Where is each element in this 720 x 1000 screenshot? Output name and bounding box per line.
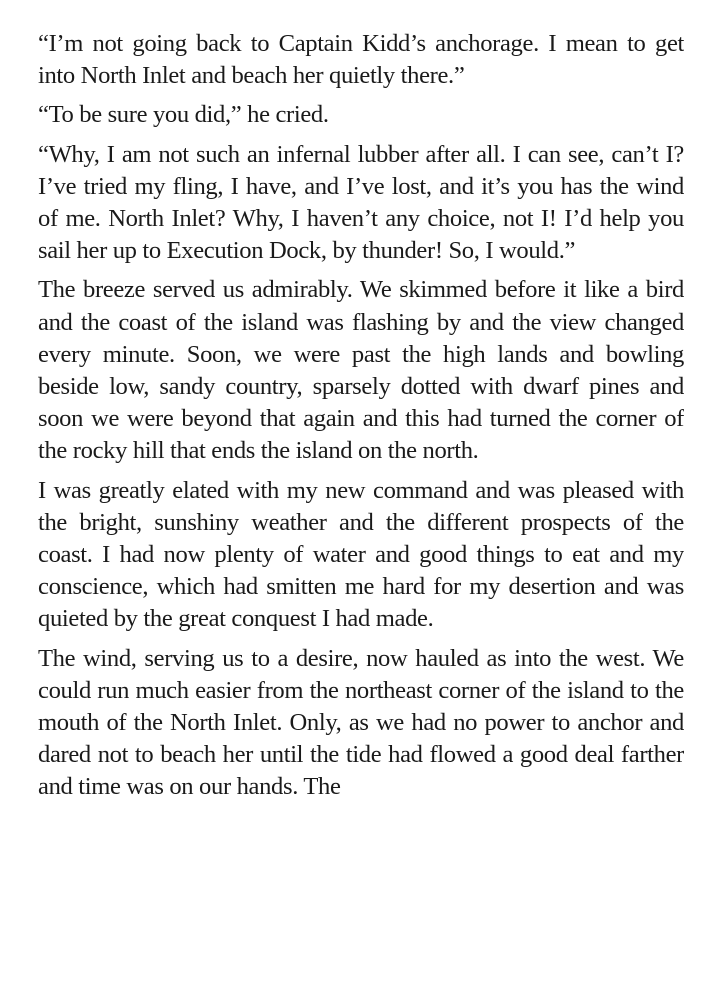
paragraph-kidd-anchorage: “I’m not going back to Captain Kidd’s anchorage. I mean to get into North Inlet and beach her quietly there.”	[38, 30, 684, 90]
book-page-text	[38, 28, 684, 988]
paragraph-to-be-sure: “To be sure you did,” he cried.	[38, 101, 329, 129]
paragraph-greatly-elated: I was greatly elated with my new command and was pleased with the bright, sunshiny weather and the different prospects of the coast. I had now plenty of water and good things to eat and my conscience, which had smitten me hard for my desertion and was quieted by the great conquest I had made.	[38, 476, 684, 633]
paragraph-infernal-lubber: “Why, I am not such an infernal lubber after all. I can see, can’t I? I’ve tried my fling, I have, and I’ve lost, and it’s you has the wind of me. North Inlet? Why, I haven’t any choice, not I! I’d help you sail her up to Execution Dock, by thunder! So, I would.”	[38, 140, 684, 265]
paragraph-breeze-served: The breeze served us admirably. We skimmed before it like a bird and the coast of the island was flashing by and the view changed every minute. Soon, we were past the high lands and bowling beside low, sandy country, sparsely dotted with dwarf pines and soon we were beyond that again and this had turned the corner of the rocky hill that ends the island on the north.	[38, 276, 684, 465]
paragraph-wind-serving: The wind, serving us to a desire, now hauled as into the west. We could run much easier from the northeast corner of the island to the mouth of the North Inlet. Only, as we had no power to anchor and dared not to beach her until the tide had flowed a good deal farther and time was on our hands. The	[38, 644, 684, 801]
